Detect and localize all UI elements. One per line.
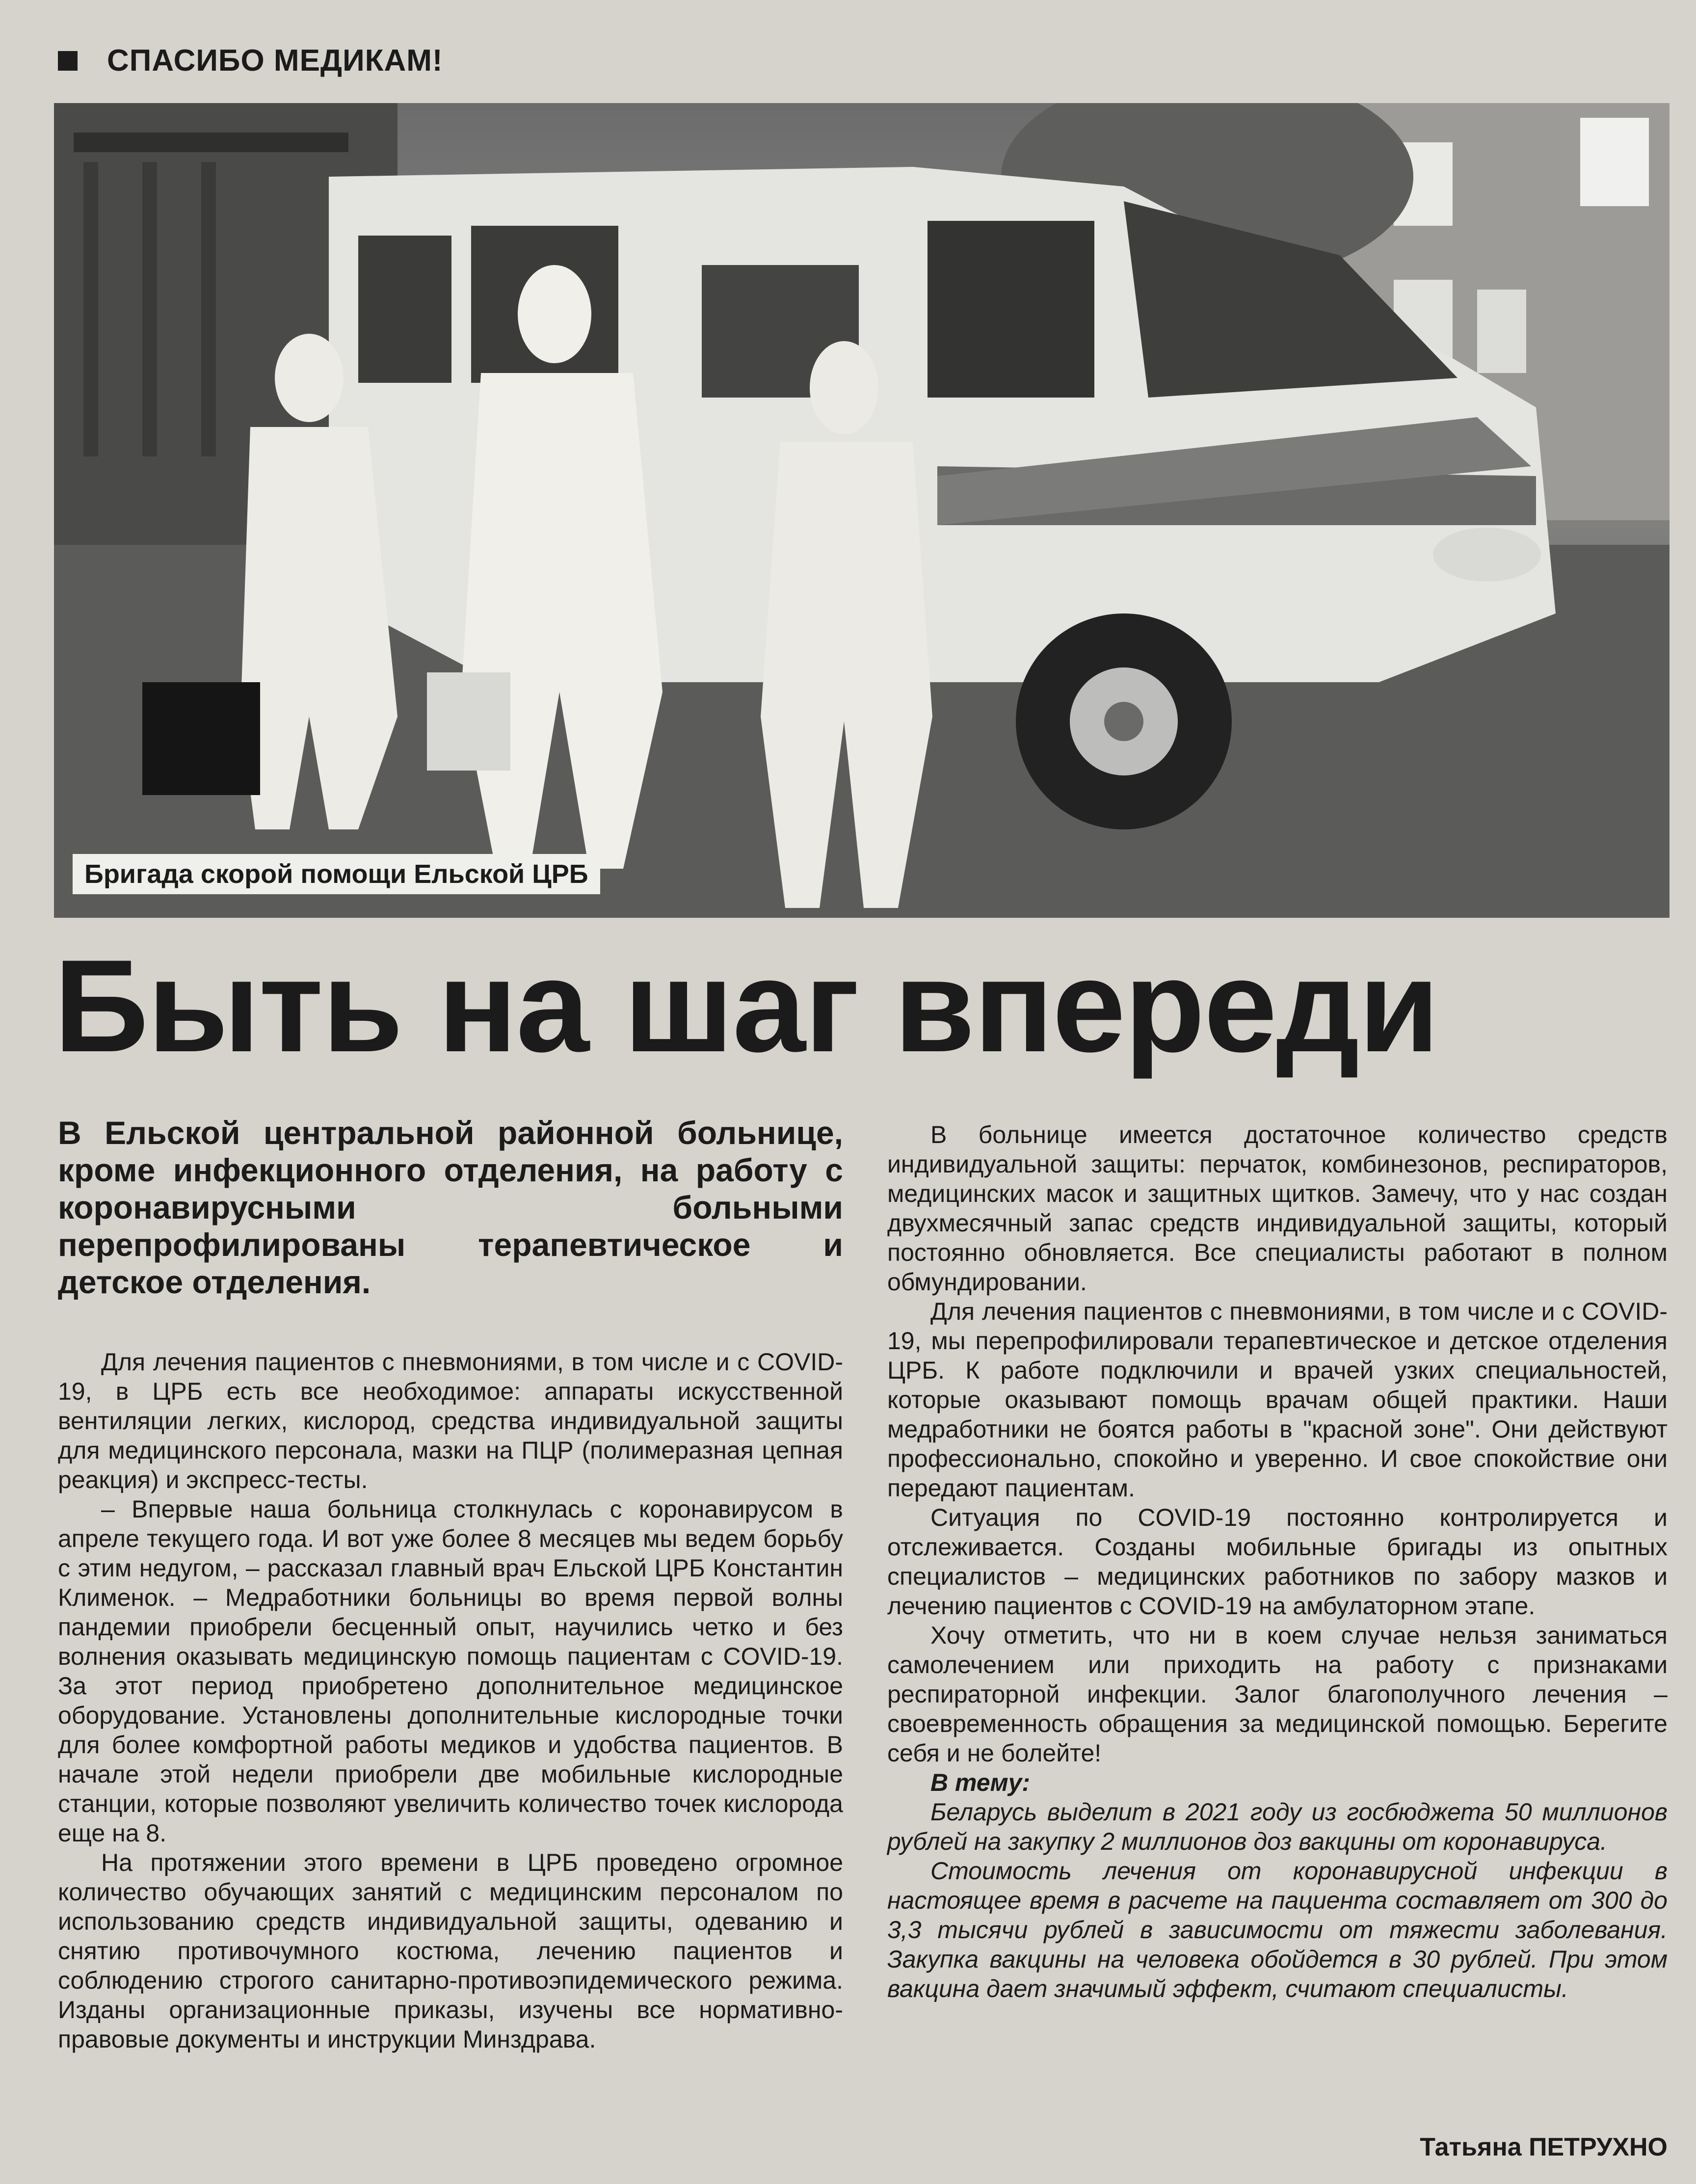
photo-caption: Бригада скорой помощи Ельской ЦРБ (73, 854, 600, 894)
paragraph: – Впервые наша больница столкнулась с коронавирусом в апреле текущего года. И вот уже более 8 месяцев мы ведем борьбу с этим недугом, – рассказал главный врач Ельской ЦРБ Константин Клименок. – Медработники больницы во время первой волны пандемии приобрели бесценный опыт, научились четко и без волнения оказывать медицинскую помощь пациентам с COVID-19. За этот период приобретено дополнительное медицинское оборудование. Установлены дополнительные кислородные точки для более комфортной работы медиков и удобства пациентов. В начале этой недели приобрели две мобильные кислородные станции, которые позволяют увеличить количество точек кислорода еще на 8. (58, 1495, 843, 1847)
lead-paragraph: В Ельской центральной районной больнице, кроме инфекционного отделения, на работу с коронавирусными больными перепрофилированы терапевтическое и детское отделения. (58, 1115, 843, 1300)
rubric-label: СПАСИБО МЕДИКАМ! (107, 44, 443, 78)
left-column (58, 1347, 843, 2054)
paragraph: В больнице имеется достаточное количество средств индивидуальной защиты: перчаток, комбинезонов, респираторов, медицинских масок и защитных щитков. Замечу, что у нас создан двухмесячный запас средств индивидуальной защиты, который постоянно обновляется. Все специалисты работают в полном обмундировании. (887, 1121, 1668, 1296)
author-family-name: ПЕТРУХНО (1529, 2133, 1668, 2161)
article-photo (54, 103, 1670, 918)
author-byline (1420, 2132, 1668, 2162)
paragraph: На протяжении этого времени в ЦРБ проведено огромное количество обучающих занятий с медицинским персоналом по использованию средств индивидуальной защиты, одеванию и снятию противочумного костюма, лечению пациентов и соблюдению строгого санитарно-противоэпидемического режима. Изданы организационные приказы, изучены все нормативно-правовые документы и инструкции Минздрава. (58, 1849, 843, 2053)
rubric-square-icon (58, 51, 78, 71)
right-column (887, 1120, 1668, 2003)
sidebar-heading: В тему: (930, 1769, 1031, 1796)
paragraph: Для лечения пациентов с пневмониями, в том числе и с COVID-19, мы перепрофилировали терапевтическое и детское отделения ЦРБ. К работе подключили и врачей узких специальностей, которые оказывают помощь врачам общей практики. Наши медработники не боятся работы в "красной зоне". Они действуют профессионально, спокойно и уверенно. И свое спокойствие они передают пациентам. (887, 1298, 1668, 1502)
sidebar-item: Беларусь выделит в 2021 году из госбюджета 50 миллионов рублей на закупку 2 миллионов доз вакцины от коронавируса. (887, 1798, 1668, 1855)
paragraph: Для лечения пациентов с пневмониями, в том числе и с COVID-19, в ЦРБ есть все необходимое: аппараты искусственной вентиляции легких, кислород, средства индивидуальной защиты для медицинского персонала, мазки на ПЦР (полимеразная цепная реакция) и экспресс-тесты. (58, 1348, 843, 1493)
ambulance-crew-illustration (54, 103, 1670, 918)
headline: Быть на шаг впереди (54, 932, 1439, 1079)
author-given-name: Татьяна (1420, 2133, 1522, 2161)
paragraph: Ситуация по COVID-19 постоянно контролируется и отслеживается. Созданы мобильные бригады из опытных специалистов – медицинских работников по забору мазков и лечению пациентов с COVID-19 на амбулаторном этапе. (887, 1504, 1668, 1620)
paragraph: Хочу отметить, что ни в коем случае нельзя заниматься самолечением или приходить на работу с признаками респираторной инфекции. Залог благополучного лечения – своевременность обращения за медицинской помощью. Берегите себя и не болейте! (887, 1622, 1668, 1767)
rubric (58, 43, 443, 78)
sidebar-item: Стоимость лечения от коронавирусной инфекции в настоящее время в расчете на пациента составляет от 300 до 3,3 тысячи рублей в зависимости от тяжести заболевания. Закупка вакцины на человека обойдется в 30 рублей. При этом вакцина дает значимый эффект, считают специалисты. (887, 1857, 1668, 2002)
